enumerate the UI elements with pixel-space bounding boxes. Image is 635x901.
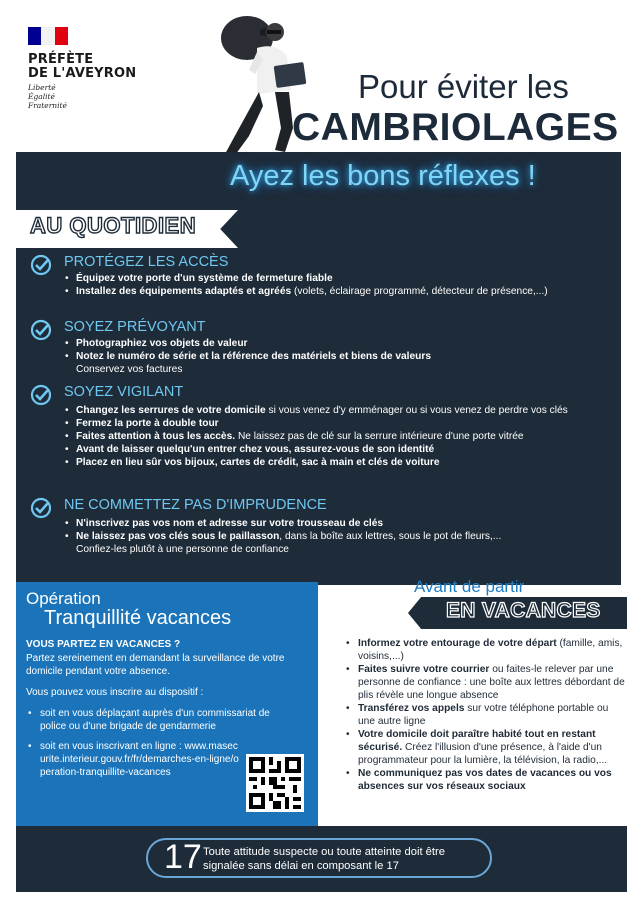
- vacances-list: [342, 637, 626, 793]
- list-item: • Faites suivre votre courrier ou faites-le relever par une personne de confiance : une boîte aux lettres débordant de plis révèle une longue absence: [342, 663, 626, 702]
- operation-heading: VOUS PARTEZ EN VACANCES ?: [26, 639, 181, 650]
- republic-flag-logo: [28, 27, 68, 45]
- section-title: NE COMMETTEZ PAS D'IMPRUDENCE: [64, 497, 327, 513]
- prefecture-name-line1: PRÉFÈTE: [28, 52, 94, 67]
- operation-intro: Partez sereinement en demandant la surveillance de votre domicile pendant votre absence.: [26, 653, 285, 677]
- vacances-ribbon-label: EN VACANCES: [446, 599, 601, 622]
- motto-egalite: Égalité: [28, 92, 55, 101]
- poster-title-line1: Pour éviter les: [358, 68, 569, 105]
- quotidien-ribbon-label: AU QUOTIDIEN: [30, 213, 197, 238]
- check-circle-icon: [30, 384, 52, 406]
- section-prevoyant: [30, 319, 610, 375]
- list-item: • Votre domicile doit paraître habité tout en restant sécurisé. Créez l'illusion d'une présence, à l'aide d'un programmateur pour la lumière, la télévision, la radio,...: [342, 728, 626, 767]
- slogan: Ayez les bons réflexes !: [230, 160, 536, 192]
- check-circle-icon: [30, 497, 52, 519]
- operation-title-line2: Tranquillité vacances: [44, 607, 232, 629]
- list-item: • Informez votre entourage de votre départ (famille, amis, voisins,...): [342, 637, 626, 663]
- operation-subscribe: Vous pouvez vous inscrire au dispositif :: [26, 687, 204, 698]
- list-item: • Ne laissez pas vos clés sous le paillasson, dans la boîte aux lettres, sous le pot de fleurs,...: [62, 530, 610, 543]
- list-item: • Fermez la porte à double tour: [62, 417, 582, 430]
- list-item: • soit en vous inscrivant en ligne : www.masecurite.interieur.gouv.fr/fr/demarches-en-ligne/operation-tranquillite-vacances: [26, 740, 240, 779]
- emergency-number[interactable]: 17: [164, 838, 202, 876]
- list-item: • Notez le numéro de série et la référence des matériels et biens de valeurs: [62, 350, 610, 363]
- list-item: • soit en vous déplaçant auprès d'un commissariat de police ou d'une brigade de gendarmerie: [26, 707, 275, 733]
- qr-code[interactable]: [246, 754, 304, 812]
- emergency-text: Toute attitude suspecte ou toute atteinte doit être signalée sans délai en composant le 17: [203, 846, 445, 872]
- section-title: SOYEZ PRÉVOYANT: [64, 319, 206, 335]
- qr-code-icon: [249, 757, 301, 809]
- list-item: • N'inscrivez pas vos nom et adresse sur votre trousseau de clés: [62, 517, 610, 530]
- extra-note: Confiez-les plutôt à une personne de confiance: [76, 544, 289, 555]
- poster-title-line2: CAMBRIOLAGES: [292, 106, 619, 149]
- list-item: • Équipez votre porte d'un système de fermeture fiable: [62, 272, 610, 285]
- check-circle-icon: [30, 254, 52, 276]
- list-item: • Placez en lieu sûr vos bijoux, cartes de crédit, sac à main et clés de voiture: [62, 456, 582, 469]
- list-item: • Installez des équipements adaptés et agréés (volets, éclairage programmé, détecteur de présence,...): [62, 285, 610, 298]
- avant-de-partir: Avant de partir: [414, 577, 525, 596]
- section-vigilant: [30, 384, 610, 468]
- list-item: • Transférez vos appels sur votre téléphone portable ou une autre ligne: [342, 702, 626, 728]
- prefecture-name-line2: DE L'AVEYRON: [28, 66, 137, 81]
- section-protegez: [30, 254, 610, 297]
- check-circle-icon: [30, 319, 52, 341]
- list-item: • Changez les serrures de votre domicile si vous venez d'y emménager ou si vous venez de perdre vos clés: [62, 404, 582, 417]
- extra-note: Conservez vos factures: [76, 364, 183, 375]
- list-item: • Ne communiquez pas vos dates de vacances ou vos absences sur vos réseaux sociaux: [342, 767, 626, 793]
- section-title: PROTÉGEZ LES ACCÈS: [64, 254, 229, 270]
- motto-fraternite: Fraternité: [28, 101, 67, 110]
- list-item: • Faites attention à tous les accès. Ne laissez pas de clé sur la serrure intérieure d'une porte vitrée: [62, 430, 582, 443]
- list-item: • Photographiez vos objets de valeur: [62, 337, 610, 350]
- list-item: • Avant de laisser quelqu'un entrer chez vous, assurez-vous de son identité: [62, 443, 582, 456]
- motto-liberte: Liberté: [28, 83, 56, 92]
- section-title: SOYEZ VIGILANT: [64, 384, 184, 400]
- operation-title-line1: Opération: [26, 589, 101, 608]
- section-imprudence: [30, 497, 610, 555]
